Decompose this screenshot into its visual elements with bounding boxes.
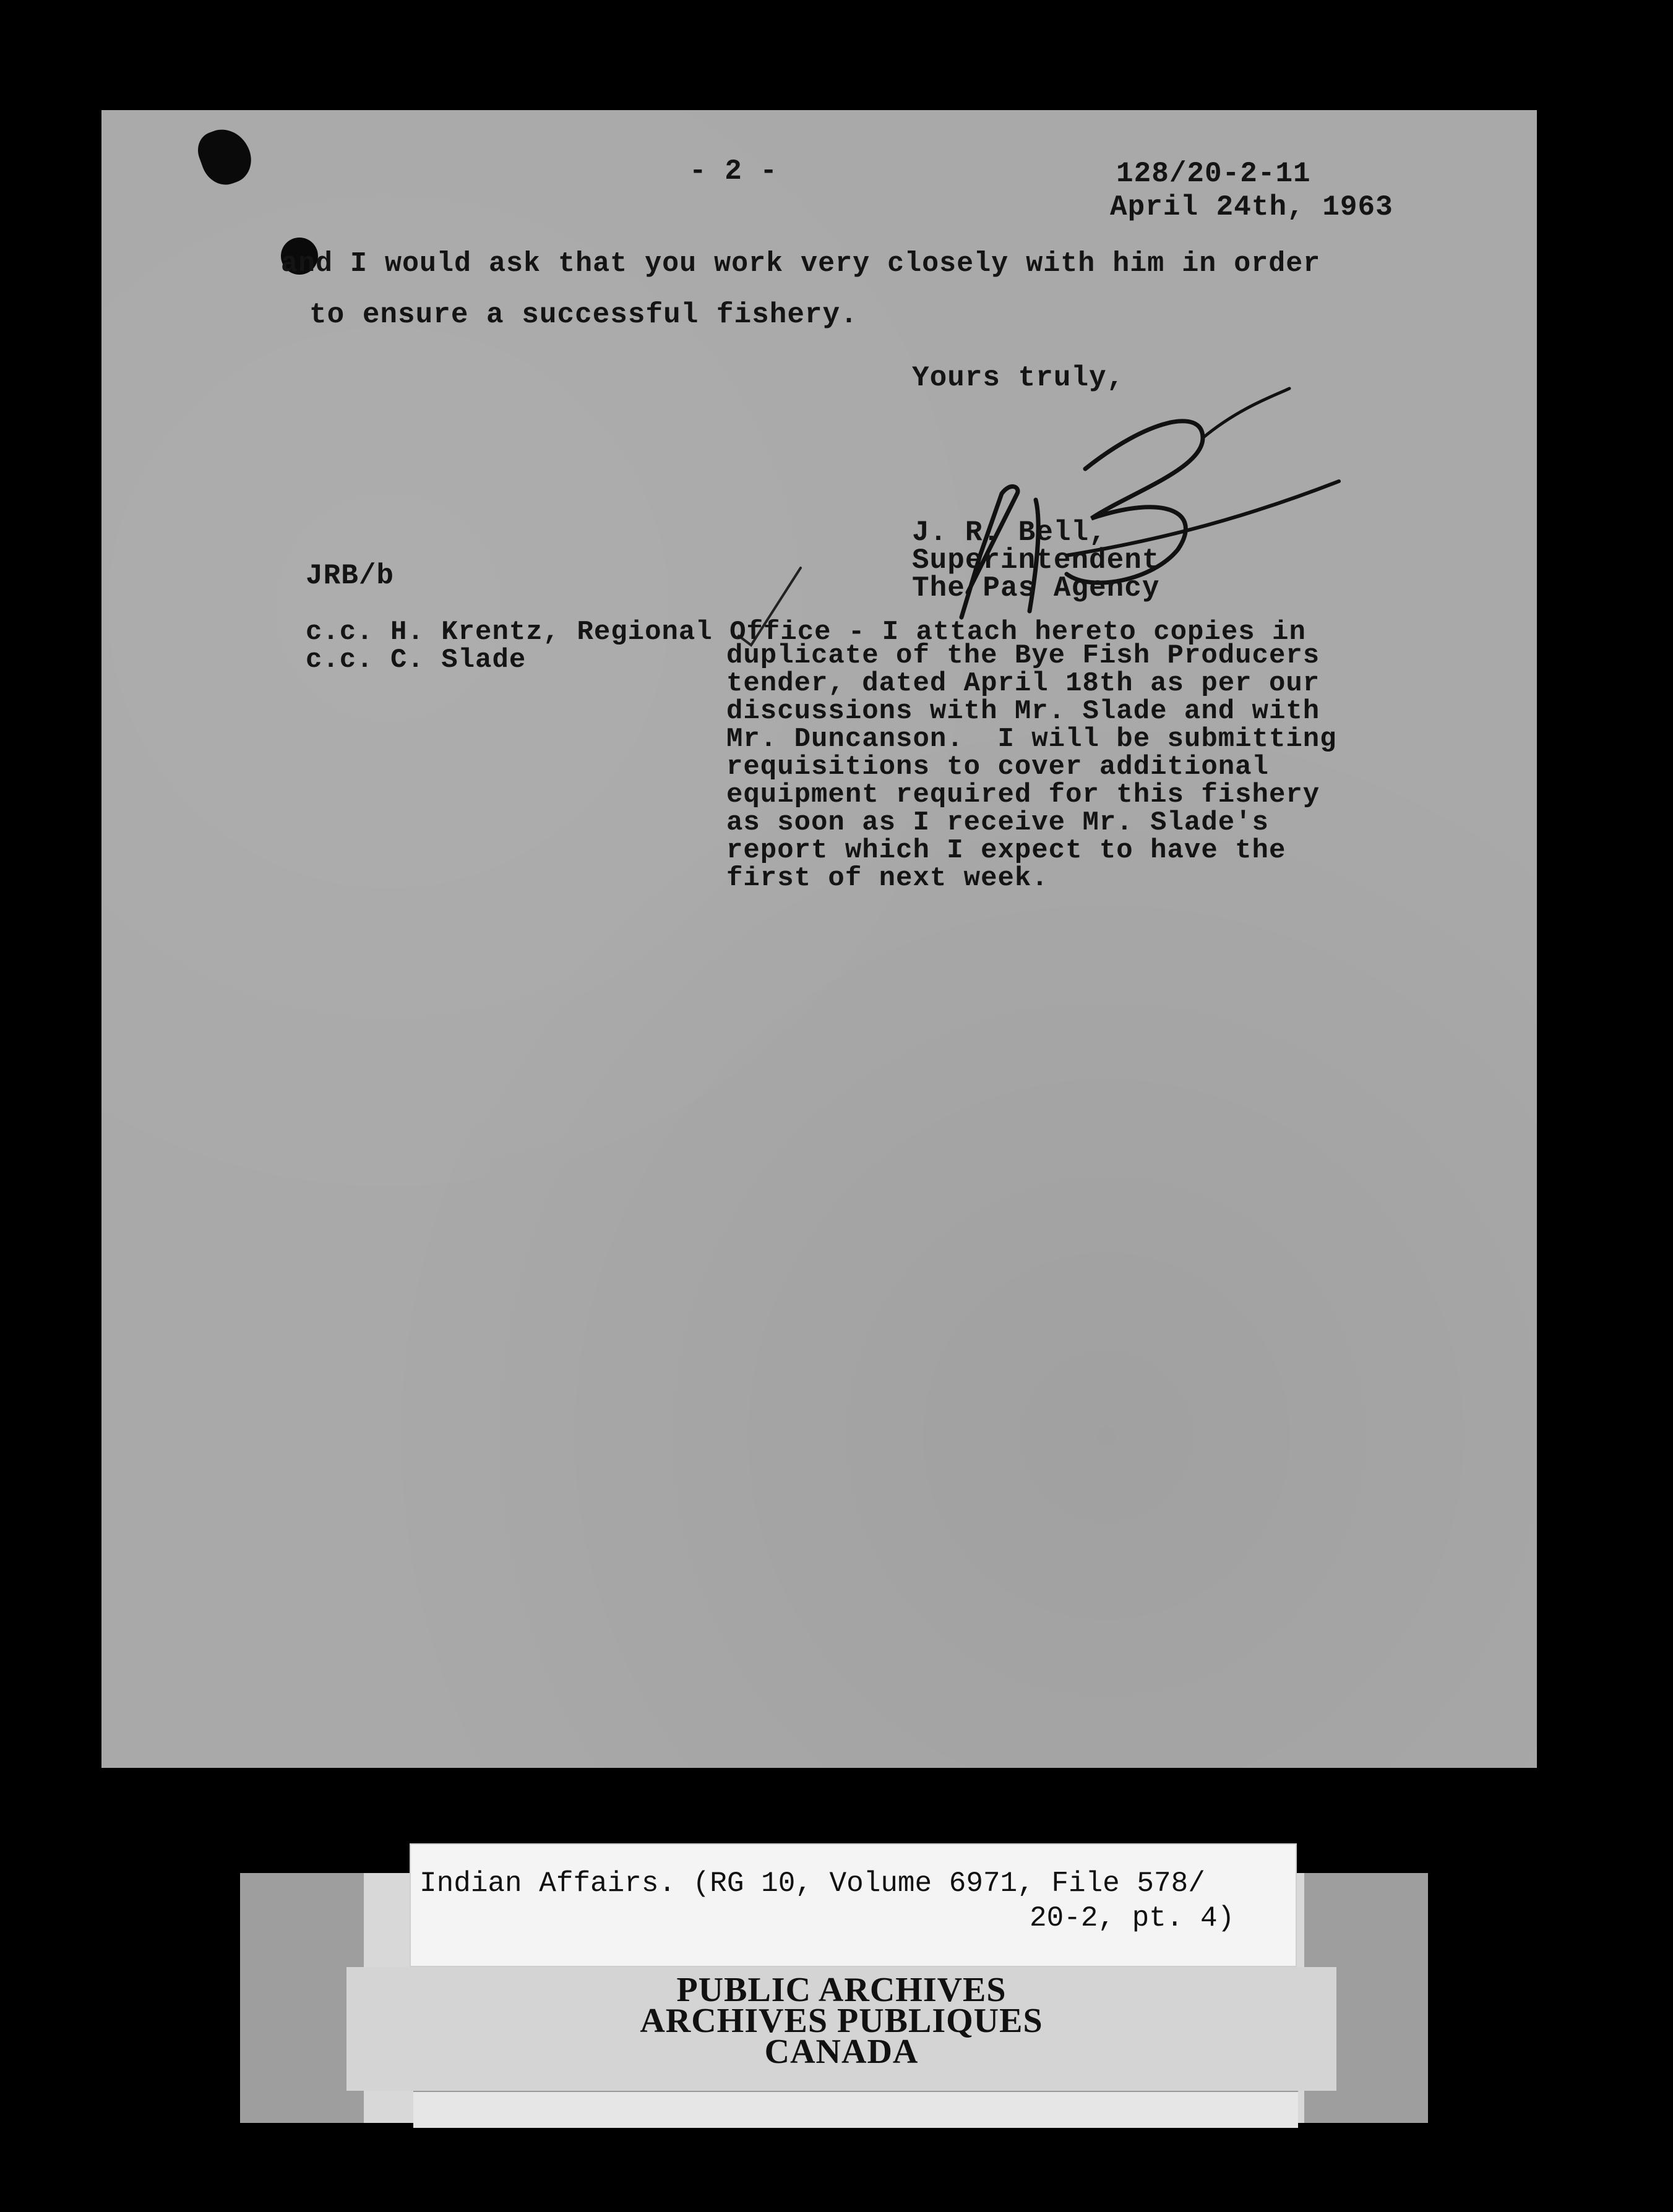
- label-bottom-strip: [413, 2091, 1298, 2128]
- signatory-office: The Pas Agency: [912, 572, 1160, 604]
- citation-line-1: Indian Affairs. (RG 10, Volume 6971, File 578/: [419, 1867, 1205, 1900]
- signatory-name: J. R. Bell,: [912, 517, 1107, 549]
- cc-note-line: requisitions to cover additional: [726, 752, 1269, 782]
- cc-note-line: report which I expect to have the: [726, 835, 1286, 866]
- cc-note-line: Mr. Duncanson. I will be submitting: [726, 724, 1337, 755]
- closing: Yours truly,: [912, 362, 1125, 394]
- archive-label-left-edge: [240, 1873, 364, 2123]
- cc-note-line: first of next week.: [726, 863, 1049, 894]
- archive-stamp: [346, 1967, 1336, 2091]
- cc-line-krentz: c.c. H. Krentz, Regional Office - I attach hereto copies in: [306, 617, 1306, 648]
- cc-line-slade: c.c. C. Slade: [306, 645, 527, 675]
- letter-page: [101, 110, 1537, 1768]
- signatory-title: Superintendent: [912, 544, 1160, 577]
- stamp-line: CANADA: [764, 2033, 919, 2071]
- file-reference: 128/20-2-11: [1116, 158, 1311, 190]
- ink-blot-top: [192, 122, 258, 191]
- cc-note-line: discussions with Mr. Slade and with: [726, 696, 1320, 727]
- archive-citation-card: [410, 1843, 1297, 1967]
- cc-note-line: equipment required for this fishery: [726, 779, 1320, 810]
- body-line-2: to ensure a successful fishery.: [309, 299, 858, 331]
- letter-date: April 24th, 1963: [1110, 191, 1393, 223]
- stamp-line: ARCHIVES PUBLIQUES: [640, 2002, 1043, 2040]
- cc-note: [726, 642, 1456, 893]
- cc-note-line: duplicate of the Bye Fish Producers: [726, 640, 1320, 671]
- page-number: - 2 -: [689, 155, 778, 187]
- citation-line-2: 20-2, pt. 4): [1030, 1902, 1235, 1934]
- body-line-1: and I would ask that you work very closely with him in order: [281, 248, 1321, 280]
- typist-initials: JRB/b: [306, 560, 395, 592]
- stamp-line: PUBLIC ARCHIVES: [676, 1971, 1007, 2009]
- cc-note-line: tender, dated April 18th as per our: [726, 668, 1320, 699]
- cc-note-line: as soon as I receive Mr. Slade's: [726, 807, 1269, 838]
